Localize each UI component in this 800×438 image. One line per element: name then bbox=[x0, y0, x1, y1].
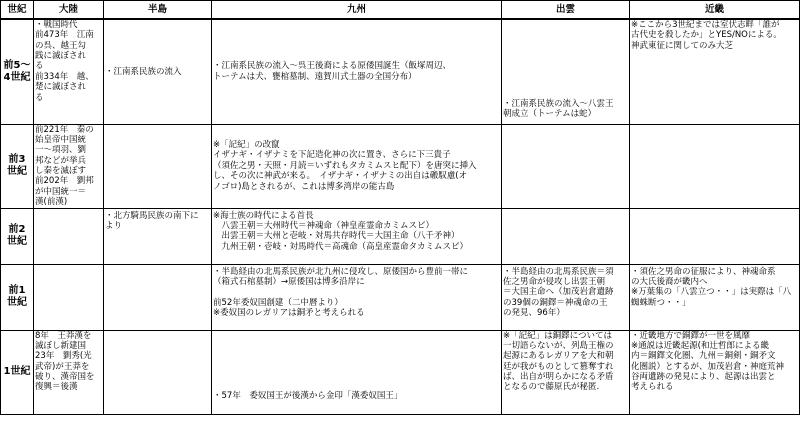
kinki-cell bbox=[630, 330, 800, 414]
era-cell bbox=[1, 19, 34, 124]
kyushu-cell bbox=[212, 124, 502, 208]
peninsula-cell bbox=[104, 264, 212, 330]
table-row bbox=[1, 264, 800, 330]
era-cell bbox=[1, 124, 34, 208]
era-cell bbox=[1, 208, 34, 264]
header-continent: 大陸 bbox=[34, 1, 104, 20]
izumo-cell bbox=[502, 264, 630, 330]
table-row bbox=[1, 330, 800, 414]
izumo-cell bbox=[502, 208, 630, 264]
table-row bbox=[1, 208, 800, 264]
header-peninsula: 半島 bbox=[104, 1, 212, 20]
continent-cell bbox=[34, 19, 104, 124]
peninsula-cell bbox=[104, 330, 212, 414]
continent-cell bbox=[34, 330, 104, 414]
cell-text: ・近畿地方で銅鐸が一世を風靡 ※通説は近畿起源(和辻哲郎による畿 内＝銅鐸文化圏、九州＝銅剣・銅矛文 化圏説）とするが、加茂岩倉・神庭荒神 谷両遺跡の発見により、起源は出雲と 考えられる bbox=[631, 330, 785, 393]
cell-text: ・須佐之男命の征服により、神魂命系 の大氏後裔が畿内へ ※万葉集の「八雲立つ・・」は実際は「八 蜘蛛断つ・・」 bbox=[631, 266, 792, 308]
peninsula-cell bbox=[104, 124, 212, 208]
era-label: 前2 世紀 bbox=[7, 223, 27, 247]
table-row bbox=[1, 19, 800, 124]
izumo-cell bbox=[502, 19, 630, 124]
cell-text: ・江南系民族の流入～八雲王 朝成立（トーテムは蛇） bbox=[503, 98, 614, 120]
continent-cell bbox=[34, 124, 104, 208]
peninsula-cell bbox=[104, 19, 212, 124]
izumo-cell bbox=[502, 124, 630, 208]
cell-text: ・57年 委奴国王が後漢から金印「漢委奴国王」 bbox=[213, 391, 403, 402]
table-row bbox=[1, 124, 800, 208]
izumo-cell bbox=[502, 330, 630, 414]
cell-text: ・戦国時代 前473年 江南 の呉、越王勾 践に滅ぼされ る 前334年 越、 楚に滅ぼされ る bbox=[35, 20, 94, 103]
cell-text: ・半島経由の北馬系民族＝須 佐之男命が侵攻し出雲王朝 ＝大国主命へ（加茂岩倉遺跡 の39個の銅鐸＝神魂命の王 の発見、96年） bbox=[503, 266, 614, 318]
cell-text: ※海士族の時代による首長 八雲王朝＝大州時代＝神魂命（神皇産霊命カミムスビ） 出雲王朝＝大州と壱岐・対馬共存時代＝大国主命（八千矛神） 九州王朝・壱岐・対馬時代＝高魂命（高皇産霊命タカミムスビ） bbox=[213, 210, 469, 252]
cell-text: 8年 王莽漢を 滅ぼし新建国 23年 劉秀(光 武帝)が王莽を 破り、漢帝国を 復興＝後漢 bbox=[35, 330, 95, 393]
era-label: 前1 世紀 bbox=[7, 284, 27, 308]
kinki-cell bbox=[630, 124, 800, 208]
header-kinki: 近畿 bbox=[630, 1, 800, 20]
continent-cell bbox=[34, 208, 104, 264]
kyushu-cell bbox=[212, 208, 502, 264]
cell-text: ・江南系民族の流入 bbox=[105, 66, 182, 77]
era-label: 前5～ 4世紀 bbox=[3, 59, 31, 83]
header-era: 世紀 bbox=[1, 1, 34, 20]
peninsula-cell bbox=[104, 208, 212, 264]
header-row bbox=[1, 1, 800, 20]
era-cell bbox=[1, 330, 34, 414]
era-label: 前3 世紀 bbox=[7, 153, 27, 177]
kinki-cell bbox=[630, 19, 800, 124]
cell-text: ・北方騎馬民族の南下に より bbox=[105, 210, 199, 231]
kinki-cell bbox=[630, 264, 800, 330]
cell-text: 前221年 秦の 始皇帝中国統 一～項羽、劉 邦などが挙兵 し秦を滅ぼす 前202年 劉邦 が中国統一＝ 漢(前漢) bbox=[35, 124, 94, 208]
kinki-cell bbox=[630, 208, 800, 264]
cell-text: ※「記紀」の改竄 イザナギ・イザナミを下記造化神の次に置き、さらに下三貴子 （須佐之男・天照・月読＝いずれもタカミムスヒ配下）を唐突に挿入 し、その次に神武が来る。 イザナギ・イザナミの出自は磤馭慮(オ ノゴロ)島とされるが、これは博多湾岸の能古島 bbox=[213, 140, 477, 192]
cell-text: ・半島経由の北馬系民族が北九州に侵攻し、原倭国から豊前一帯に （箱式石棺墓制）→原倭国は博多沿岸に 前52年委奴国創建（二中暦より） ※委奴国のレガリアは銅矛と考えられる bbox=[213, 266, 469, 318]
cell-text: ※ここから3世紀までは室伏志畔「誰が 古代史を殺したか」とYES/NOによる。 神武東征に関してのみ大芝 bbox=[631, 20, 782, 51]
kyushu-cell bbox=[212, 330, 502, 414]
header-izumo: 出雲 bbox=[502, 1, 630, 20]
cell-text: ※「記紀」は銅鐸については 一切語らないが、列島王権の 起源にあるレガリアを大和朝 廷が我がものとして篡奪すれ ば、出自が明らかになる矛盾 となるので藤原氏が秘匿. bbox=[503, 330, 614, 393]
kyushu-cell bbox=[212, 264, 502, 330]
kyushu-cell bbox=[212, 19, 502, 124]
era-label: 1世紀 bbox=[3, 365, 31, 377]
continent-cell bbox=[34, 264, 104, 330]
header-kyushu: 九州 bbox=[212, 1, 502, 20]
era-cell bbox=[1, 264, 34, 330]
cell-text: ・江南系民族の流入～呉王後裔による原倭国誕生（飯塚周辺、 トーテムは犬、甕棺墓制、遠賀川式土器の全国分布） bbox=[213, 61, 452, 82]
